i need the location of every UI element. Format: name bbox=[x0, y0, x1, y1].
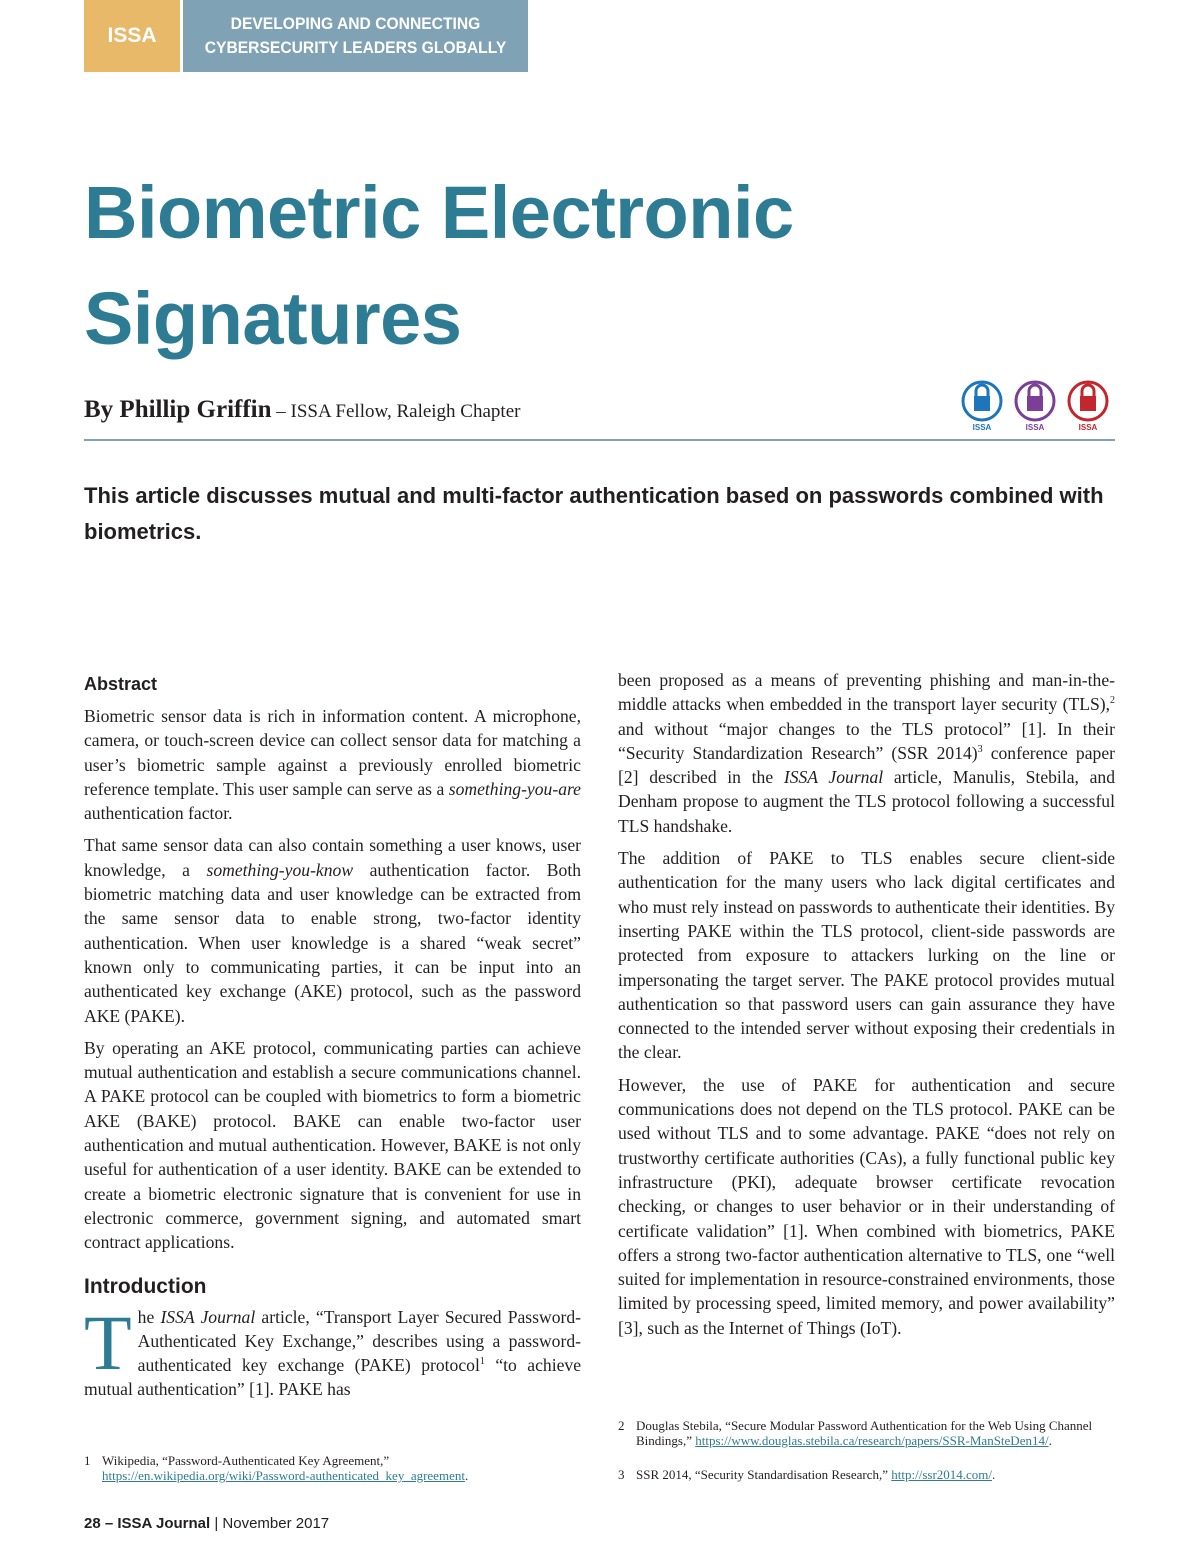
issa-tab-label: ISSA bbox=[107, 24, 157, 47]
abstract-heading: Abstract bbox=[84, 674, 158, 694]
article-lede: This article discusses mutual and multi-factor authentication based on passwords combined with biometrics. bbox=[84, 483, 1104, 544]
page-footer bbox=[84, 1514, 329, 1534]
right-column bbox=[618, 668, 1115, 1348]
article-title bbox=[84, 160, 794, 372]
author-name: By Phillip Griffin bbox=[84, 396, 272, 423]
footnote-2-link[interactable]: https://www.douglas.stebila.ca/research/papers/SSR-ManSteDen14/ bbox=[695, 1433, 1049, 1448]
footnote-3-link[interactable]: http://ssr2014.com/ bbox=[891, 1467, 993, 1482]
introduction-paragraph-1: The ISSA Journal article, “Transport Layer Secured Password-Authenticated Key Exchange,” describes using a password-authenticated key exchange (PAKE) protocol$^1$ “to achieve mutual authentication” [1]. PAKE has bbox=[84, 1298, 582, 1400]
pre-professional-badge-icon bbox=[963, 382, 1001, 432]
footer-page-label: 28 – ISSA Journal bbox=[84, 1515, 211, 1532]
right-paragraph-2: The addition of PAKE to TLS enables secure client-side authentication for the many users who lack digital certificates and who must rely instead on passwords to authenticate their identities. By inserting PAKE within the TLS protocol, client-side passwords are protected from exposure to attackers lurking on the line or impersonating the target server. The PAKE protocol provides mutual authentication so that password users can gain assurance they have connected to the intended server without exposing their credentials in the clear. bbox=[618, 848, 1115, 1063]
footer-date: | November 2017 bbox=[210, 1515, 330, 1532]
footnote-ref-3[interactable]: 3 bbox=[977, 744, 983, 756]
footnote-ref-2[interactable]: 2 bbox=[1110, 695, 1115, 707]
title-line-2: Signatures bbox=[84, 277, 462, 360]
byline bbox=[84, 394, 520, 428]
abstract-paragraph-1: Biometric sensor data is rich in information content. A microphone, camera, or touch-screen device can collect sensor data for matching a user’s biometric sample against a previously enrolled biometric reference template. This user sample can serve as a something-you-are authentication factor. bbox=[84, 706, 581, 824]
issa-tab bbox=[84, 0, 180, 72]
footnote-1-link[interactable]: https://en.wikipedia.org/wiki/Password-authenticated_key_agreement bbox=[102, 1468, 465, 1483]
tagline-line-2: CYBERSECURITY LEADERS GLOBALLY bbox=[204, 38, 507, 57]
abstract-paragraph-2: That same sensor data can also contain something a user knows, user knowledge, a something-you-know authentication factor. Both biometric matching data and user knowledge can be extracted from the same sensor data to enable strong, two-factor identity authentication. When user knowledge is a shared “weak secret” known only to communicating parties, it can be input into an authenticated key exchange (AKE) protocol, such as the password AKE (PAKE). bbox=[84, 835, 582, 1026]
badge-2-org: ISSA bbox=[1025, 423, 1045, 432]
left-column bbox=[84, 668, 581, 1410]
right-paragraph-1: been proposed as a means of preventing phishing and man-in-the-middle attacks when embedded in the transport layer security (TLS),$^2$ and without “major changes to the TLS protocol” [1]. In their “Security Standardization Research” (SSR 2014)$^3$ conference paper [2] described in the ISSA Journal article, Manulis, Stebila, and Denham propose to augment the TLS protocol following a successful TLS handshake. bbox=[618, 670, 1115, 836]
footnote-ref-1[interactable]: 1 bbox=[479, 1356, 485, 1368]
title-line-1: Biometric Electronic bbox=[84, 171, 794, 254]
footnote-3: 3 SSR 2014, “Security Standardisation Research,” http://ssr2014.com/. bbox=[618, 1467, 996, 1482]
footnote-1: 1 Wikipedia, “Password-Authenticated Key Agreement,” https://en.wikipedia.org/wiki/Password-authenticated_key_agreement. bbox=[84, 1453, 469, 1483]
header-divider bbox=[84, 439, 1115, 441]
right-paragraph-3: However, the use of PAKE for authentication and secure communications does not depend on the TLS protocol. PAKE can be used without TLS and to some advantage. PAKE “does not rely on trustworthy certificate authorities (CAs), a fully functional public key infrastructure (PKI), adequate browser certificate revocation checking, or changes to user behavior or in their understanding of certificate validation” [1]. When combined with biometrics, PAKE offers a strong two-factor authentication alternative to TLS, one “well suited for implementation in resource-constrained environments, those limited by processing speed, limited memory, and power availability” [3], such as the Internet of Things (IoT). bbox=[618, 1074, 1115, 1338]
tagline-banner bbox=[183, 0, 528, 72]
badge-3-org: ISSA bbox=[1078, 423, 1098, 432]
badge-1-org: ISSA bbox=[972, 423, 992, 432]
footnote-2: 2 Douglas Stebila, “Secure Modular Password Authentication for the Web Using Channel Bindings,” https://www.douglas.stebila.ca/research/papers/SSR-ManSteDen14/. bbox=[618, 1418, 1093, 1448]
entry-level-badge-icon bbox=[1016, 382, 1054, 432]
career-level-badges bbox=[955, 376, 1115, 432]
drop-cap: T bbox=[84, 1298, 132, 1386]
author-affiliation: – ISSA Fellow, Raleigh Chapter bbox=[271, 401, 521, 422]
abstract-paragraph-3: By operating an AKE protocol, communicating parties can achieve mutual authentication and establish a secure communications channel. A PAKE protocol can be coupled with biometrics to form a biometric AKE (BAKE) protocol. BAKE can enable two-factor user authentication and mutual authentication. However, BAKE is not only useful for authentication of a user identity. BAKE can be extended to create a biometric electronic signature that is convenient for use in electronic commerce, government signing, and automated smart contract applications. bbox=[84, 1037, 581, 1253]
mid-career-badge-icon bbox=[1069, 382, 1107, 432]
tagline-line-1: DEVELOPING AND CONNECTING bbox=[230, 14, 481, 33]
introduction-heading: Introduction bbox=[84, 1274, 207, 1298]
